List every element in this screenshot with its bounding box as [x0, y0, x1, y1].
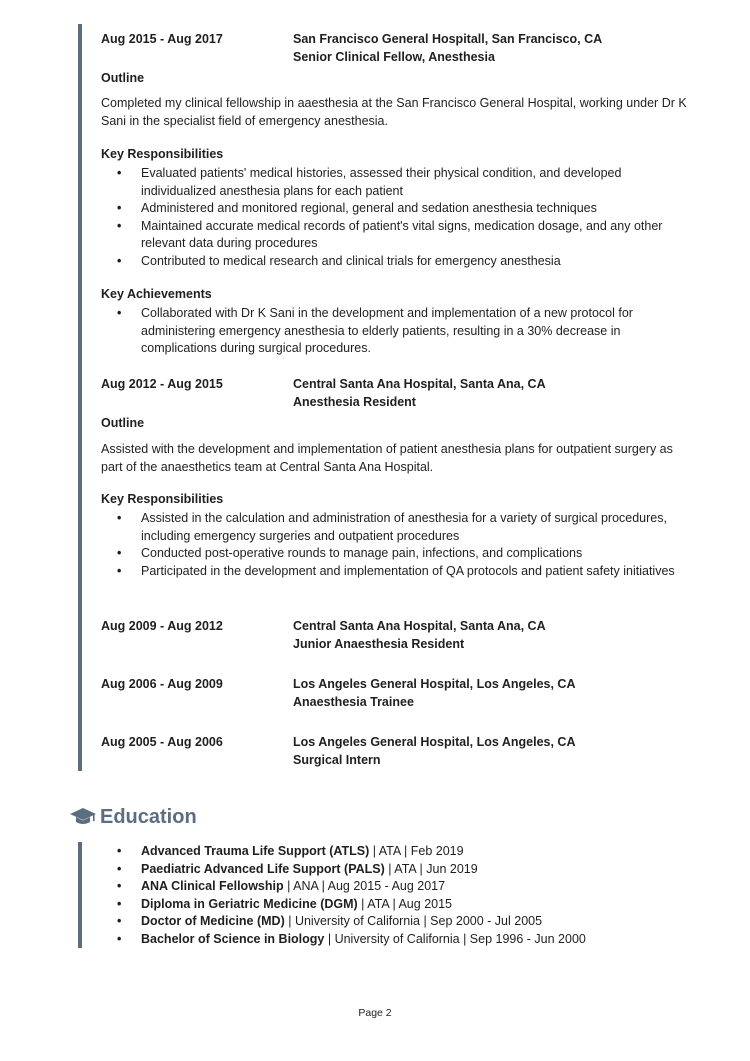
responsibilities-heading: Key Responsibilities: [101, 492, 224, 506]
education-section-bar: [78, 842, 82, 948]
education-details: | ATA | Aug 2015: [357, 896, 452, 911]
job-dates: Aug 2006 - Aug 2009: [101, 677, 223, 691]
education-name: Advanced Trauma Life Support (ATLS): [141, 844, 370, 858]
education-name: Diploma in Geriatric Medicine (DGM): [141, 896, 358, 911]
list-item: [101, 861, 691, 879]
job-employer: Central Santa Ana Hospital, Santa Ana, CA: [293, 619, 546, 633]
responsibilities-list: [101, 510, 691, 580]
job-employer: Central Santa Ana Hospital, Santa Ana, CA: [293, 377, 546, 391]
education-list: [101, 843, 691, 948]
job-role: Anesthesia Resident: [293, 395, 416, 409]
list-item: [101, 878, 691, 896]
job-outline: Completed my clinical fellowship in aaesthesia at the San Francisco General Hospital, working under Dr K Sani in the specialist field of emergency anesthesia.: [101, 96, 687, 128]
education-details: | ATA | Feb 2019: [369, 844, 464, 858]
outline-heading: Outline: [101, 416, 145, 430]
list-item: [101, 843, 691, 861]
job-dates: Aug 2015 - Aug 2017: [101, 32, 223, 46]
education-name: Doctor of Medicine (MD): [141, 914, 285, 928]
job-employer: San Francisco General Hospitall, San Francisco, CA: [293, 32, 603, 46]
job-employer: Los Angeles General Hospital, Los Angeles, CA: [293, 735, 576, 749]
list-item: • Administered and monitored regional, general and sedation anesthesia techniques: [101, 200, 691, 218]
job-role: Anaesthesia Trainee: [293, 695, 414, 709]
graduation-cap-icon: [70, 808, 96, 826]
list-item: • Conducted post-operative rounds to manage pain, infections, and complications: [101, 545, 691, 563]
job-role: Senior Clinical Fellow, Anesthesia: [293, 50, 495, 64]
list-item: • Participated in the development and implementation of QA protocols and patient safety initiatives: [101, 563, 691, 581]
responsibilities-heading: Key Responsibilities: [101, 147, 224, 161]
job-dates: Aug 2005 - Aug 2006: [101, 735, 223, 749]
list-item: • Assisted in the calculation and administration of anesthesia for a variety of surgical procedures, including emergency surgeries and outpatient procedures: [101, 510, 691, 545]
list-item: • Evaluated patients' medical histories, assessed their physical condition, and developed individualized anesthesia plans for each patient: [101, 165, 691, 200]
list-item: • Collaborated with Dr K Sani in the development and implementation of a new protocol for administering emergency anesthesia to elderly patients, resulting in a 30% decrease in complications during surgical procedures.: [101, 305, 691, 358]
list-item: [101, 896, 691, 914]
achievements-heading: Key Achievements: [101, 287, 212, 301]
education-name: Paediatric Advanced Life Support (PALS): [141, 861, 385, 876]
outline-heading: Outline: [101, 71, 145, 85]
job-outline: Assisted with the development and implementation of patient anesthesia plans for outpatient surgery as part of the anaesthetics team at Central Santa Ana Hospital.: [101, 442, 673, 474]
experience-section-bar: [78, 24, 82, 771]
education-name: Bachelor of Science in Biology: [141, 931, 325, 946]
list-item: • Contributed to medical research and clinical trials for emergency anesthesia: [101, 253, 691, 271]
achievements-list: [101, 305, 691, 358]
education-details: | ANA | Aug 2015 - Aug 2017: [283, 879, 446, 893]
responsibilities-list: [101, 165, 691, 270]
job-dates: Aug 2009 - Aug 2012: [101, 619, 223, 633]
page-number: Page 2: [358, 1007, 392, 1019]
job-role: Junior Anaesthesia Resident: [293, 637, 465, 651]
job-role: Surgical Intern: [293, 753, 381, 767]
education-details: | University of California | Sep 2000 - Jul 2005: [284, 914, 543, 928]
education-details: | University of California | Sep 1996 - Jun 2000: [324, 931, 586, 946]
job-dates: Aug 2012 - Aug 2015: [101, 377, 223, 391]
education-name: ANA Clinical Fellowship: [141, 879, 284, 893]
job-employer: Los Angeles General Hospital, Los Angeles, CA: [293, 677, 576, 691]
education-details: | ATA | Jun 2019: [384, 861, 478, 876]
list-item: [101, 913, 691, 931]
list-item: • Maintained accurate medical records of patient's vital signs, medication dosage, and any other relevant data during procedures: [101, 218, 691, 253]
list-item: [101, 931, 691, 949]
education-title: Education: [100, 806, 197, 828]
